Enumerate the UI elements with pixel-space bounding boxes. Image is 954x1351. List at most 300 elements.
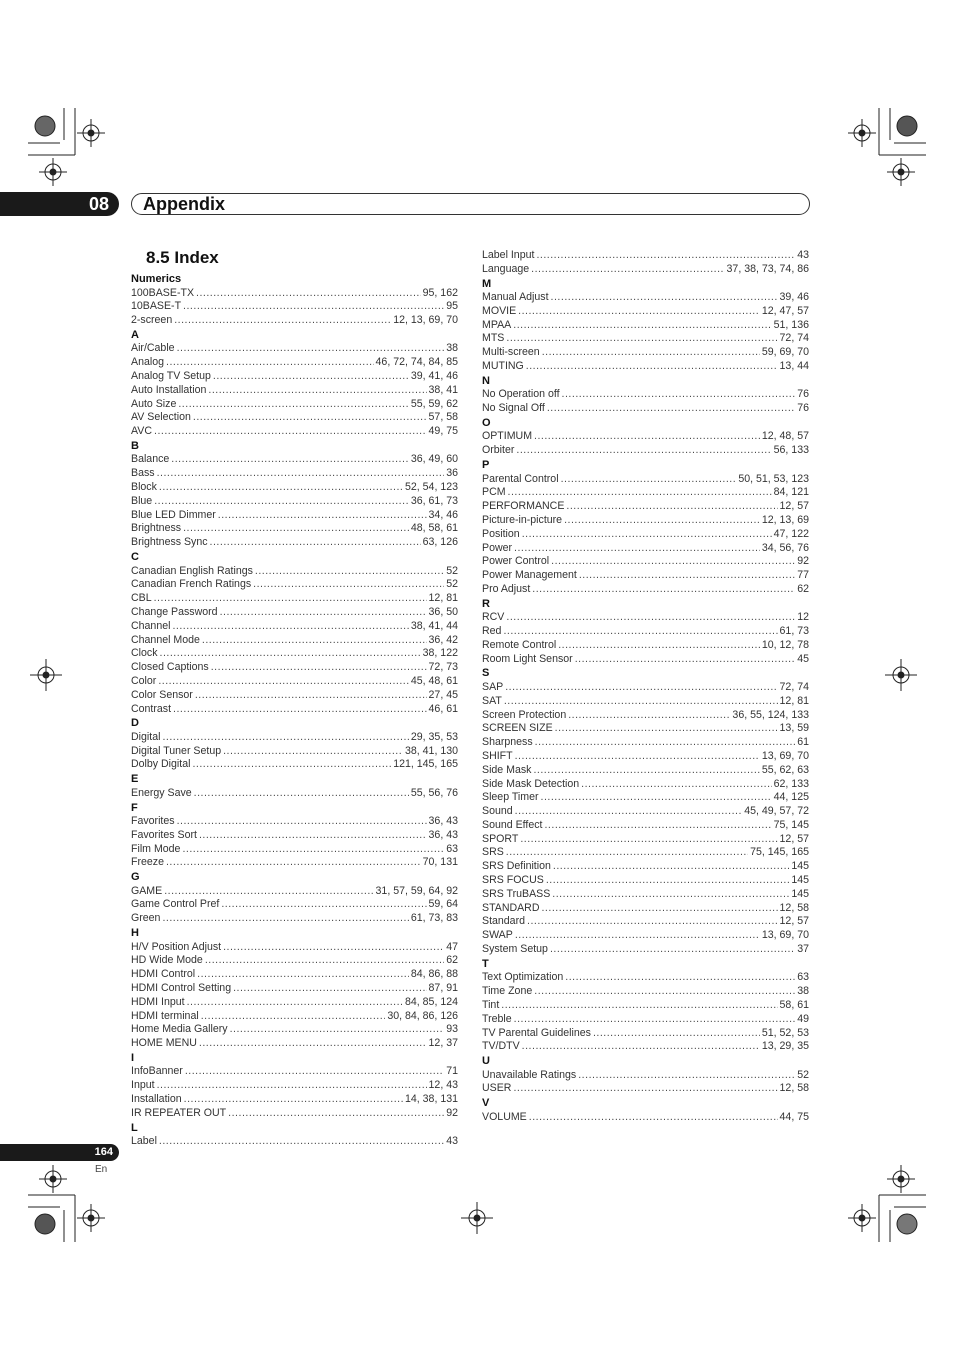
index-entry <box>131 634 458 648</box>
index-letter-heading: O <box>482 416 491 429</box>
index-term: Side Mask <box>482 763 532 776</box>
dot-leader <box>211 661 427 675</box>
dot-leader <box>505 681 777 695</box>
index-pages: 39, 46 <box>779 291 809 304</box>
dot-leader <box>187 996 403 1010</box>
index-term: STANDARD <box>482 901 540 914</box>
index-term: Treble <box>482 1012 512 1025</box>
dot-leader <box>220 606 427 620</box>
dot-leader <box>565 971 795 985</box>
index-pages: 76 <box>797 388 809 401</box>
index-entry <box>482 542 809 556</box>
dot-leader <box>185 1065 444 1079</box>
index-entry <box>131 606 458 620</box>
dot-leader <box>529 1111 778 1125</box>
index-entry <box>131 495 458 509</box>
index-letter-heading: E <box>131 773 139 786</box>
index-term: Room Light Sensor <box>482 652 573 665</box>
dot-leader <box>255 565 444 579</box>
index-pages: 145 <box>791 860 809 873</box>
index-entry <box>482 319 809 333</box>
index-letter-heading: S <box>482 667 490 680</box>
index-term: SHIFT <box>482 749 513 762</box>
index-pages: 84, 121 <box>773 486 809 499</box>
index-pages: 92 <box>797 555 809 568</box>
index-term: Home Media Gallery <box>131 1023 228 1036</box>
index-letter-heading: P <box>482 459 490 472</box>
dot-leader <box>526 360 778 374</box>
index-pages: 12, 37 <box>428 1037 458 1050</box>
dot-leader <box>177 815 427 829</box>
index-entry <box>131 300 458 314</box>
dot-leader <box>223 745 403 759</box>
index-entry <box>131 1037 458 1051</box>
index-entry <box>131 1065 458 1079</box>
dot-leader <box>551 291 778 305</box>
index-entry <box>482 388 809 402</box>
index-term: SAT <box>482 694 502 707</box>
index-term: HD Wide Mode <box>131 954 203 967</box>
index-pages: 12, 57 <box>779 832 809 845</box>
index-pages: 37 <box>797 943 809 956</box>
dot-leader <box>506 611 795 625</box>
dot-leader <box>501 999 777 1013</box>
index-entry <box>482 360 809 374</box>
index-entry <box>482 736 809 750</box>
index-entry <box>482 1013 809 1027</box>
dot-leader <box>541 902 777 916</box>
index-entry <box>131 509 458 523</box>
index-pages: 59, 64 <box>428 898 458 911</box>
index-entry <box>131 536 458 550</box>
index-term: MTS <box>482 332 505 345</box>
index-term: IR REPEATER OUT <box>131 1106 227 1119</box>
index-pages: 61, 73, 83 <box>410 912 458 925</box>
index-term: Channel Mode <box>131 633 200 646</box>
index-term: HDMI Control Setting <box>131 981 232 994</box>
index-letter-heading: H <box>131 927 139 940</box>
dot-leader <box>201 1010 386 1024</box>
dot-leader <box>515 750 760 764</box>
index-pages: 38 <box>797 985 809 998</box>
index-entry <box>131 856 458 870</box>
index-term: Digital Tuner Setup <box>131 744 222 757</box>
dot-leader <box>514 1013 796 1027</box>
index-entry <box>131 1107 458 1121</box>
index-letter-heading: U <box>482 1055 490 1068</box>
chapter-number-tab: 08 <box>0 192 119 216</box>
dot-leader <box>516 444 771 458</box>
index-term: TV/DTV <box>482 1040 520 1053</box>
index-term: System Setup <box>482 943 548 956</box>
dot-leader <box>192 758 391 772</box>
index-pages: 36, 49, 60 <box>410 453 458 466</box>
index-pages: 38, 41 <box>428 383 458 396</box>
dot-leader <box>194 787 409 801</box>
index-entry <box>131 996 458 1010</box>
index-term: SRS FOCUS <box>482 874 544 887</box>
dot-leader <box>531 263 724 277</box>
index-pages: 45, 49, 57, 72 <box>744 805 809 818</box>
dot-leader <box>551 555 795 569</box>
index-term: Multi-screen <box>482 346 540 359</box>
index-term: Power Management <box>482 569 577 582</box>
index-term: Time Zone <box>482 985 533 998</box>
index-letter-heading: N <box>482 374 490 387</box>
index-term: Picture-in-picture <box>482 513 563 526</box>
index-pages: 72, 74 <box>779 332 809 345</box>
index-entry <box>131 745 458 759</box>
dot-leader <box>162 912 408 926</box>
index-term: Channel <box>131 619 171 632</box>
index-entry <box>131 1135 458 1149</box>
dot-leader <box>171 453 409 467</box>
index-pages: 45, 48, 61 <box>410 674 458 687</box>
index-entry <box>482 902 809 916</box>
index-entry <box>482 750 809 764</box>
chapter-header-bar <box>131 193 810 215</box>
index-pages: 30, 84, 86, 126 <box>387 1009 458 1022</box>
index-entry <box>482 332 809 346</box>
index-term: Analog <box>131 356 164 369</box>
index-entry <box>131 758 458 772</box>
dot-leader <box>553 860 789 874</box>
index-pages: 47 <box>446 940 458 953</box>
dot-leader <box>221 898 426 912</box>
index-term: SRS Definition <box>482 860 551 873</box>
index-term: SRS <box>482 846 504 859</box>
index-pages: 13, 69, 70 <box>761 929 809 942</box>
index-entry <box>131 647 458 661</box>
index-pages: 36, 43 <box>428 815 458 827</box>
index-pages: 38, 41, 44 <box>410 619 458 632</box>
index-entry <box>131 565 458 579</box>
index-entry <box>131 787 458 801</box>
index-term: HDMI Input <box>131 995 185 1008</box>
index-term: Auto Size <box>131 397 177 410</box>
index-entry <box>482 305 809 319</box>
index-entry <box>482 555 809 569</box>
index-entry <box>482 346 809 360</box>
dot-leader <box>515 805 743 819</box>
index-term: 2-screen <box>131 314 173 327</box>
dot-leader <box>210 536 421 550</box>
dot-leader <box>177 342 445 356</box>
dot-leader <box>522 528 772 542</box>
index-entry <box>131 578 458 592</box>
dot-leader <box>579 569 795 583</box>
index-term: Remote Control <box>482 638 557 651</box>
index-term: Language <box>482 262 530 275</box>
index-entry <box>482 874 809 888</box>
index-entry <box>131 314 458 328</box>
index-column-left <box>131 272 458 1149</box>
index-pages: 12, 81 <box>428 592 458 605</box>
index-entry <box>131 481 458 495</box>
index-term: Dolby Digital <box>131 758 191 771</box>
index-entry <box>131 620 458 634</box>
index-term: Balance <box>131 453 170 466</box>
index-entry <box>131 815 458 829</box>
index-pages: 50, 51, 53, 123 <box>738 472 809 485</box>
index-pages: 77 <box>797 569 809 582</box>
index-pages: 38 <box>446 342 458 355</box>
index-entry <box>131 370 458 384</box>
index-term: Color <box>131 674 157 687</box>
index-letter-heading: B <box>131 439 139 452</box>
index-letter-heading: M <box>482 277 492 290</box>
index-letter-heading: T <box>482 957 489 970</box>
index-pages: 12, 13, 69, 70 <box>393 314 458 327</box>
index-entry <box>482 402 809 416</box>
index-term: OPTIMUM <box>482 430 533 443</box>
index-pages: 36 <box>446 467 458 480</box>
index-entry <box>482 473 809 487</box>
index-pages: 45 <box>797 652 809 665</box>
index-entry <box>131 384 458 398</box>
dot-leader <box>160 647 421 661</box>
index-pages: 55, 62, 63 <box>761 763 809 776</box>
index-entry <box>482 943 809 957</box>
dot-leader <box>205 954 444 968</box>
index-entry <box>131 1010 458 1024</box>
index-pages: 37, 38, 73, 74, 86 <box>726 262 809 275</box>
dot-leader <box>544 819 771 833</box>
dot-leader <box>504 695 778 709</box>
index-pages: 63 <box>446 842 458 855</box>
index-pages: 10, 12, 78 <box>761 638 809 651</box>
index-pages: 62 <box>446 954 458 967</box>
dot-leader <box>547 402 795 416</box>
index-entry <box>482 583 809 597</box>
index-term: SWAP <box>482 929 513 942</box>
index-term: Text Optimization <box>482 971 564 984</box>
index-pages: 43 <box>446 1135 458 1148</box>
index-entry <box>482 430 809 444</box>
index-pages: 52, 54, 123 <box>404 481 458 494</box>
index-term: Closed Captions <box>131 661 209 674</box>
index-pages: 44, 125 <box>773 791 809 804</box>
index-pages: 62, 133 <box>773 777 809 790</box>
dot-leader <box>154 495 409 509</box>
dot-leader <box>178 398 409 412</box>
dot-leader <box>157 1079 427 1093</box>
index-pages: 52 <box>446 578 458 591</box>
index-entry <box>131 1093 458 1107</box>
dot-leader <box>593 1027 760 1041</box>
index-pages: 12, 13, 69 <box>761 513 809 526</box>
index-entry <box>482 985 809 999</box>
dot-leader <box>527 915 778 929</box>
index-pages: 55, 59, 62 <box>410 397 458 410</box>
index-pages: 57, 58 <box>428 411 458 424</box>
index-term: Manual Adjust <box>482 291 549 304</box>
index-pages: 121, 145, 165 <box>393 758 458 771</box>
dot-leader <box>535 736 796 750</box>
index-pages: 43 <box>797 249 809 261</box>
index-term: USER <box>482 1082 512 1095</box>
index-term: Screen Protection <box>482 708 567 721</box>
dot-leader <box>230 1023 445 1037</box>
index-entry <box>482 722 809 736</box>
dot-leader <box>233 982 426 996</box>
index-pages: 34, 56, 76 <box>761 541 809 554</box>
index-term: 10BASE-T <box>131 300 182 313</box>
index-entry <box>131 425 458 439</box>
index-entry <box>482 819 809 833</box>
dot-leader <box>513 319 771 333</box>
index-pages: 12, 57 <box>779 500 809 513</box>
index-pages: 48, 58, 61 <box>410 522 458 535</box>
index-letter-heading: D <box>131 717 139 730</box>
dot-leader <box>184 1093 403 1107</box>
index-pages: 62 <box>797 582 809 595</box>
index-term: Installation <box>131 1093 182 1106</box>
dot-leader <box>568 709 730 723</box>
index-pages: 44, 75 <box>779 1110 809 1123</box>
index-pages: 36, 55, 124, 133 <box>732 708 809 721</box>
dot-leader <box>514 542 760 556</box>
dot-leader <box>581 778 771 792</box>
index-pages: 12, 58 <box>779 1082 809 1095</box>
index-entry <box>131 703 458 717</box>
index-term: Tint <box>482 998 500 1011</box>
dot-leader <box>218 509 427 523</box>
dot-leader <box>561 473 737 487</box>
index-pages: 59, 69, 70 <box>761 346 809 359</box>
dot-leader <box>197 968 409 982</box>
dot-leader <box>172 620 408 634</box>
dot-leader <box>154 592 427 606</box>
index-entry <box>131 731 458 745</box>
index-pages: 36, 50 <box>428 605 458 618</box>
dot-leader <box>522 1040 760 1054</box>
index-term: Sound <box>482 805 513 818</box>
index-entry <box>482 639 809 653</box>
index-pages: 14, 38, 131 <box>404 1093 458 1106</box>
dot-leader <box>196 287 421 301</box>
index-pages: 61 <box>797 736 809 749</box>
dot-leader <box>199 1037 427 1051</box>
index-entry <box>131 829 458 843</box>
index-letter-heading: Numerics <box>131 273 182 285</box>
dot-leader <box>157 467 445 481</box>
index-letter-heading: L <box>131 1121 138 1134</box>
index-term: Freeze <box>131 856 164 869</box>
index-letter-heading: I <box>131 1051 135 1064</box>
index-entry <box>482 971 809 985</box>
index-term: Contrast <box>131 702 172 715</box>
index-entry <box>482 569 809 583</box>
index-term: SCREEN SIZE <box>482 722 553 735</box>
index-entry <box>482 500 809 514</box>
index-letter-heading: F <box>131 801 138 814</box>
dot-leader <box>575 653 796 667</box>
index-term: Blue <box>131 494 153 507</box>
index-term: InfoBanner <box>131 1065 183 1078</box>
index-term: Air/Cable <box>131 342 175 355</box>
dot-leader <box>166 856 421 870</box>
index-entry <box>131 675 458 689</box>
index-term: HDMI Control <box>131 968 196 981</box>
index-term: Blue LED Dimmer <box>131 508 216 521</box>
dot-leader <box>159 1135 444 1149</box>
index-pages: 36, 61, 73 <box>410 494 458 507</box>
index-pages: 12, 47, 57 <box>761 304 809 317</box>
index-pages: 51, 52, 53 <box>761 1026 809 1039</box>
dot-leader <box>182 843 444 857</box>
index-pages: 47, 122 <box>773 527 809 540</box>
dot-leader <box>199 829 427 843</box>
index-pages: 92 <box>446 1106 458 1119</box>
dot-leader <box>508 486 772 500</box>
index-term: Input <box>131 1079 155 1092</box>
index-entry <box>482 888 809 902</box>
index-entry <box>482 1111 809 1125</box>
index-pages: 31, 57, 59, 64, 92 <box>375 884 458 897</box>
dot-leader <box>503 625 777 639</box>
index-entry <box>482 833 809 847</box>
index-entry <box>482 778 809 792</box>
index-term: Power Control <box>482 555 550 568</box>
index-pages: 39, 41, 46 <box>410 369 458 382</box>
index-term: Brightness Sync <box>131 536 208 549</box>
dot-leader <box>518 305 760 319</box>
index-term: Standard <box>482 915 525 928</box>
index-term: SPORT <box>482 832 519 845</box>
dot-leader <box>546 874 790 888</box>
index-pages: 46, 72, 74, 84, 85 <box>375 356 458 369</box>
index-term: No Operation off <box>482 388 560 401</box>
index-pages: 13, 59 <box>779 722 809 735</box>
dot-leader <box>515 929 760 943</box>
section-title: 8.5 Index <box>146 248 219 267</box>
index-entry <box>131 968 458 982</box>
dot-leader <box>534 985 795 999</box>
dot-leader <box>506 332 777 346</box>
dot-leader <box>513 1082 777 1096</box>
index-pages: 13, 44 <box>779 360 809 373</box>
index-pages: 29, 35, 53 <box>410 730 458 743</box>
dot-leader <box>154 425 427 439</box>
index-entry <box>131 661 458 675</box>
index-term: RCV <box>482 611 505 624</box>
index-pages: 36, 43 <box>428 828 458 841</box>
index-pages: 70, 131 <box>422 856 458 869</box>
index-entry <box>482 1082 809 1096</box>
index-term: MOVIE <box>482 304 517 317</box>
index-pages: 56, 133 <box>773 444 809 457</box>
index-pages: 13, 29, 35 <box>761 1040 809 1053</box>
index-entry <box>482 486 809 500</box>
index-term: Parental Control <box>482 472 559 485</box>
dot-leader <box>558 639 760 653</box>
index-term: Game Control Pref <box>131 898 220 911</box>
index-pages: 36, 42 <box>428 633 458 646</box>
index-entry <box>482 653 809 667</box>
index-pages: 13, 69, 70 <box>761 749 809 762</box>
index-entry <box>482 263 809 277</box>
index-entry <box>482 999 809 1013</box>
index-term: Label Input <box>482 249 535 261</box>
index-pages: 52 <box>446 564 458 577</box>
index-term: Clock <box>131 647 158 660</box>
dot-leader <box>555 722 778 736</box>
index-term: SRS TruBASS <box>482 887 551 900</box>
index-pages: 63 <box>797 971 809 984</box>
index-term: H/V Position Adjust <box>131 940 222 953</box>
index-pages: 75, 145 <box>773 818 809 831</box>
